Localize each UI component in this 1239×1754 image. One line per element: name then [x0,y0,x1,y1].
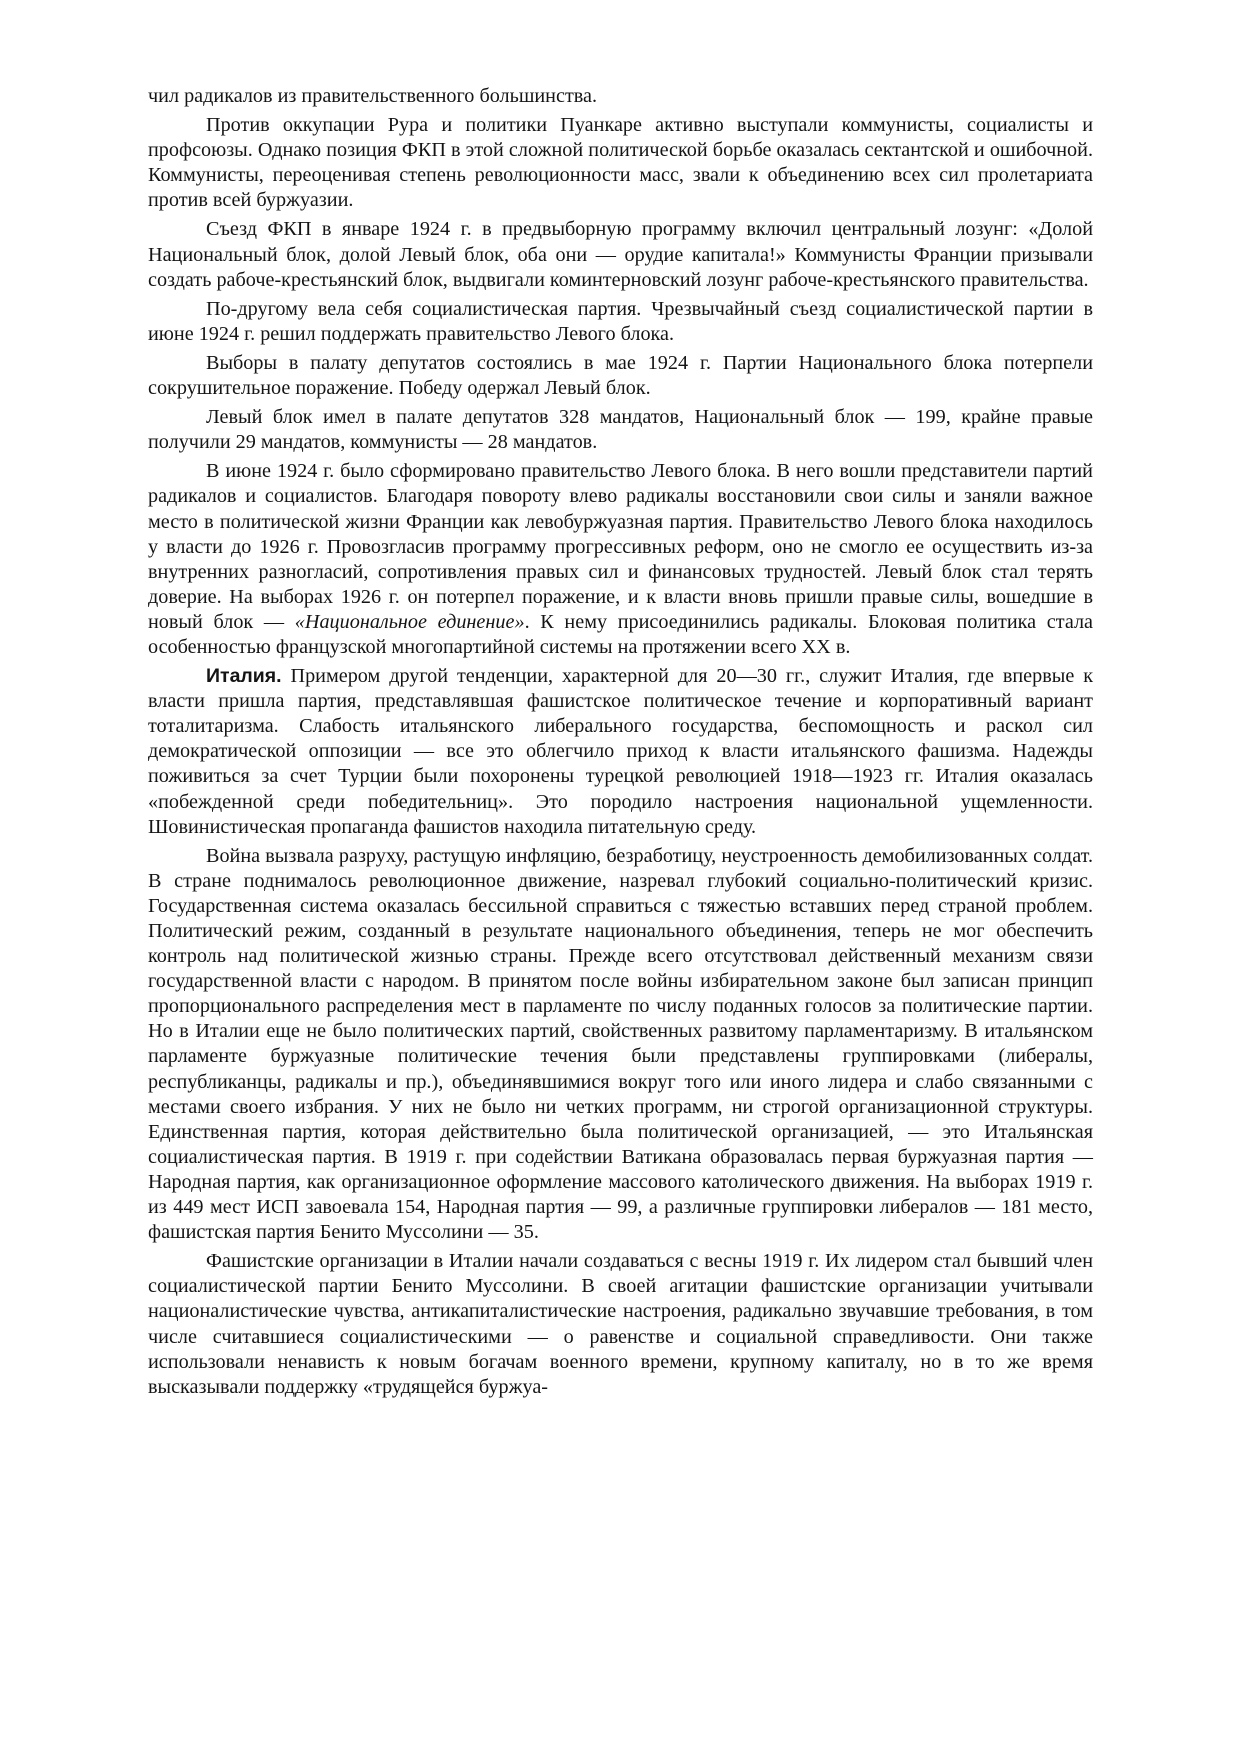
text-segment: Примером другой тенденции, характерной для 20—30 гг., служит Италия, где впервые к власти пришла партия, представлявшая фашистское политическое течение и корпоративный вариант тоталитаризма. Слабость итальянского либерального государства, беспомощность и раскол сил демократической оппозиции — все это облегчило приход к власти итальянского фашизма. Надежды поживиться за счет Турции были похоронены турецкой революцией 1918—1923 гг. Италия оказалась «побежденной среди победительниц». Это породило настроения национальной ущемленности. Шовинистическая пропаганда фашистов находила питательную среду. [148,665,1093,838]
paragraph-ruhr-opposition: Против оккупации Рура и политики Пуанкаре активно выступали коммунисты, социалисты и профсоюзы. Однако позиция ФКП в этой сложной политической борьбе оказалась сектантской и ошибочной. Коммунисты, переоценивая степень революционности масс, звали к объединению всех сил пролетариата против всей буржуазии. [148,114,1093,212]
paragraph-war-consequences: Война вызвала разруху, растущую инфляцию, безработицу, неустроенность демобилизованных солдат. В стране поднималось революционное движение, назревал глубокий социально-политический кризис. Государственная система оказалась бессильной справиться с тяжестью вставших перед страной проблем. Политический режим, созданный в результате национального объединения, теперь не мог обеспечить контроль над политической жизнью страны. Прежде всего отсутствовал действенный механизм связи государственной власти с народом. В принятом после войны избирательном законе был записан принцип пропорционального распределения мест в парламенте по числу поданных голосов за политические партии. Но в Италии еще не было политических партий, свойственных развитому парламентаризму. В итальянском парламенте буржуазные политические течения были представлены группировками (либералы, республиканцы, радикалы и пр.), объединявшимися вокруг того или иного лидера и слабо связанными с местами своего избрания. У них не было ни четких программ, ни строгой организационной структуры. Единственная партия, которая действительно была политической организацией, — это Итальянская социалистическая партия. В 1919 г. при содействии Ватикана образовалась первая буржуазная партия — Народная партия, как организационное оформление массового католического движения. На выборах 1919 г. из 449 мест ИСП завоевала 154, Народная партия — 99, а различные группировки либералов — 181 место, фашистская партия Бенито Муссолини — 35. [148,844,1093,1244]
paragraph-socialist-party: По-другому вела себя социалистическая партия. Чрезвычайный съезд социалистической партии в июне 1924 г. решил поддержать правительство Левого блока. [148,297,1093,345]
paragraph-elections-1924: Выборы в палату депутатов состоялись в мае 1924 г. Партии Национального блока потерпели сокрушительное поражение. Победу одержал Левый блок. [148,351,1093,400]
paragraph-italy [148,664,1093,840]
paragraph-mandates: Левый блок имел в палате депутатов 328 мандатов, Национальный блок — 199, крайне правые получили 29 мандатов, коммунисты — 28 мандатов. [148,406,1093,454]
paragraph-fkp-congress: Съезд ФКП в январе 1924 г. в предвыборную программу включил центральный лозунг: «Долой Национальный блок, долой Левый блок, оба они — орудие капитала!» Коммунисты Франции призывали создать рабоче-крестьянский блок, выдвигали коминтерновский лозунг рабоче-крестьянского правительства. [148,218,1093,291]
italic-term: «Национальное единение» [294,610,525,633]
text-segment: В июне 1924 г. было сформировано правительство Левого блока. В него вошли представители партий радикалов и социалистов. Благодаря повороту влево радикалы восстановили свои силы и заняли важное место в политической жизни Франции как левобуржуазная партия. Правительство Левого блока находилось у власти до 1926 г. Провозгласив программу прогрессивных реформ, оно не смогло ее осуществить из-за внутренних разногласий, сопротивления правых сил и финансовых трудностей. Левый блок стал терять доверие. На выборах 1926 г. он потерпел поражение, и к власти вновь пришли правые силы, вошедшие в новый блок — [148,460,1093,633]
document-page [148,84,1093,1404]
paragraph-continued: чил радикалов из правительственного большинства. [148,85,598,107]
paragraph-fascist-organizations: Фашистские организации в Италии начали создаваться с весны 1919 г. Их лидером стал бывший член социалистической партии Бенито Муссолини. В своей агитации фашистские организации учитывали националистические чувства, антикапиталистические настроения, радикально звучавшие требования, в том числе считавшиеся социалистическими — о равенстве и социальной справедливости. Они также использовали ненависть к новым богачам военного времени, крупному капиталу, но в то же время высказывали поддержку «трудящейся буржуа- [148,1250,1093,1398]
text-segment: . К нему присоединились радикалы. Блоковая политика стала особенностью французской многопартийной системы на протяжении всего XX в. [148,610,1093,658]
section-heading: Италия. [206,665,282,688]
paragraph-left-bloc-government [148,459,1093,660]
